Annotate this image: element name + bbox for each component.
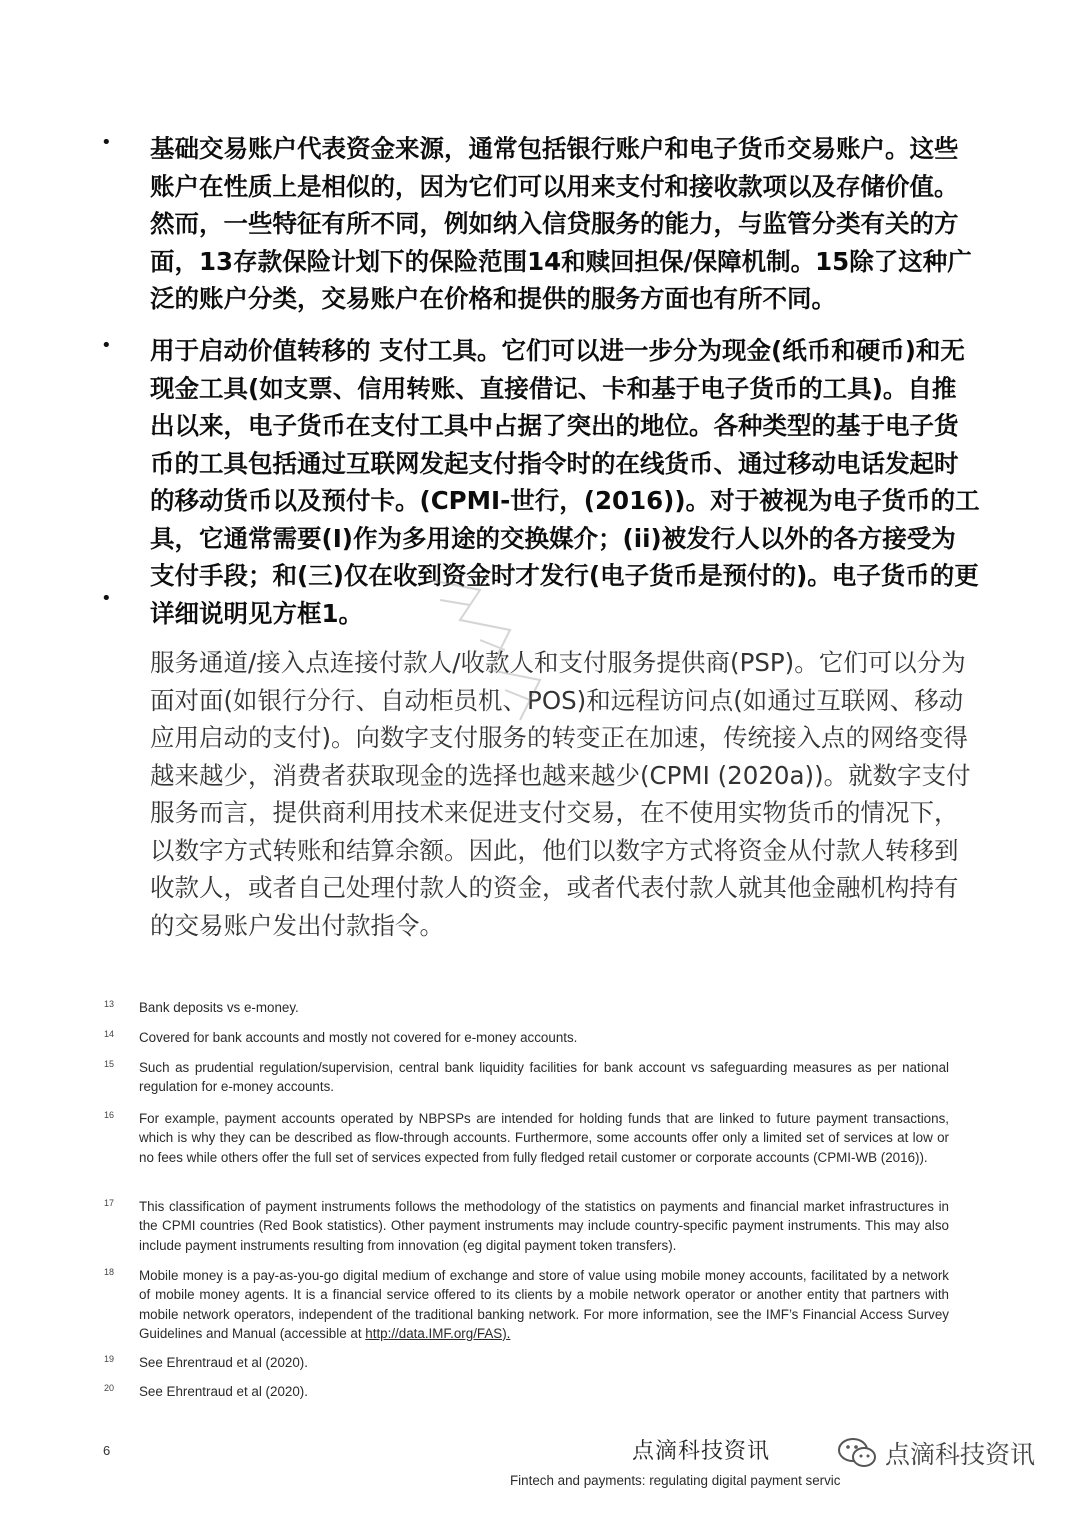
footnote-text: For example, payment accounts operated by NBPSPs are intended for holding funds that are linked to future payment transactions, which is why they can be described as flow-through accounts. Furthermore, some accounts offer only a limited set of services at low or no fees while others offer the full set of services expected from fully fledged retail customer or corporate accounts (CPMI-WB (2016)).: [139, 1111, 949, 1165]
footnote-19: [104, 1353, 949, 1372]
bullet-3: •: [101, 588, 112, 609]
wechat-icon: [837, 1435, 879, 1471]
footnote-number: 19: [104, 1354, 115, 1364]
paragraph-transaction-accounts: 基础交易账户代表资金来源，通常包括银行账户和电子货币交易账户。这些账户在性质上是相似的，因为它们可以用来支付和接收款项以及存储价值。然而，一些特征有所不同，例如纳入信贷服务的能力，与监管分类有关的方面，13存款保险计划下的保险范围14和赎回担保/保障机制。15除了这种广泛的账户分类，交易账户在价格和提供的服务方面也有所不同。: [150, 134, 972, 313]
bullet-2: •: [101, 335, 112, 356]
footer-chinese-title: 点滴科技资讯: [632, 1439, 771, 1464]
footnote-text: This classification of payment instruments follows the methodology of the statistics on payments and financial market infrastructures in the CPMI countries (Red Book statistics). Other payment instruments may include country-specific payment instruments. This may also include payment instruments resulting from innovation (eg digital payment token transfers).: [139, 1199, 949, 1253]
footnote-text-wrapper: [139, 1266, 949, 1343]
footnote-13: [104, 998, 949, 1017]
footnote-17: [104, 1197, 949, 1255]
watermark-text: 点滴科技资讯: [885, 1440, 1036, 1469]
footnote-16: [104, 1109, 949, 1167]
watermark-stamp: [420, 560, 570, 730]
footnote-text: See Ehrentraud et al (2020).: [139, 1355, 308, 1370]
footnote-text: See Ehrentraud et al (2020).: [139, 1384, 308, 1399]
paragraph-service-channels: 服务通道/接入点连接付款人/收款人和支付服务提供商(PSP)。它们可以分为面对面(如银行分行、自动柜员机、POS)和远程访问点(如通过互联网、移动应用启动的支付)。向数字支付服务的转变正在加速，传统接入点的网络变得越来越少，消费者获取现金的选择也越来越少(CPMI (2020a))。就数字支付服务而言，提供商利用技术来促进支付交易，在不使用实物货币的情况下，以数字方式转账和结算余额。因此，他们以数字方式将资金从付款人转移到收款人，或者自己处理付款人的资金，或者代表付款人就其他金融机构持有的交易账户发出付款指令。: [150, 648, 971, 940]
wechat-watermark: [837, 1435, 1035, 1471]
bullet-1: •: [101, 132, 112, 153]
footnote-number: 17: [104, 1198, 115, 1208]
footer-english-title: Fintech and payments: regulating digital payment servic: [510, 1473, 841, 1488]
footnote-number: 20: [104, 1383, 115, 1393]
footnote-number: 18: [104, 1267, 115, 1277]
paragraph-payment-instruments: 用于启动价值转移的 支付工具。它们可以进一步分为现金(纸币和硬币)和无现金工具(如支票、信用转账、直接借记、卡和基于电子货币的工具)。自推出以来，电子货币在支付工具中占据了突出的地位。各种类型的基于电子货币的工具包括通过互联网发起支付指令时的在线货币、通过移动电话发起时的移动货币以及预付卡。(CPMI-世行，(2016))。对于被视为电子货币的工具，它通常需要(I)作为多用途的交换媒介；(ii)被发行人以外的各方接受为支付手段；和(三)仅在收到资金时才发行(电子货币是预付的)。电子货币的更详细说明见方框1。: [150, 336, 980, 628]
footnote-number: 15: [104, 1059, 115, 1069]
footnote-15: [104, 1058, 949, 1097]
footnote-text: Such as prudential regulation/supervision, central bank liquidity facilities for bank account vs safeguarding measures as per national regulation for e-money accounts.: [139, 1060, 949, 1095]
footnote-text: Bank deposits vs e-money.: [139, 1000, 299, 1015]
footnote-number: 16: [104, 1110, 115, 1120]
page-number: 6: [103, 1443, 111, 1458]
footnote-text: Covered for bank accounts and mostly not covered for e-money accounts.: [139, 1030, 578, 1045]
footnote-number: 14: [104, 1029, 115, 1039]
footnote-text: Mobile money is a pay-as-you-go digital medium of exchange and store of value using mobile money accounts, facilitated by a network of mobile money agents. It is a financial service offered to its clients by a mobile network operator or another entity that partners with mobile network operators, independent of the traditional banking network. For more information, see the IMF’s Financial Access Survey Guidelines and Manual (accessible at: [139, 1268, 949, 1341]
imf-fas-link[interactable]: http://data.IMF.org/FAS).: [365, 1325, 511, 1341]
footnote-14: [104, 1028, 949, 1047]
footnote-18: [104, 1266, 949, 1343]
footnote-20: [104, 1382, 949, 1401]
footnote-number: 13: [104, 999, 115, 1009]
